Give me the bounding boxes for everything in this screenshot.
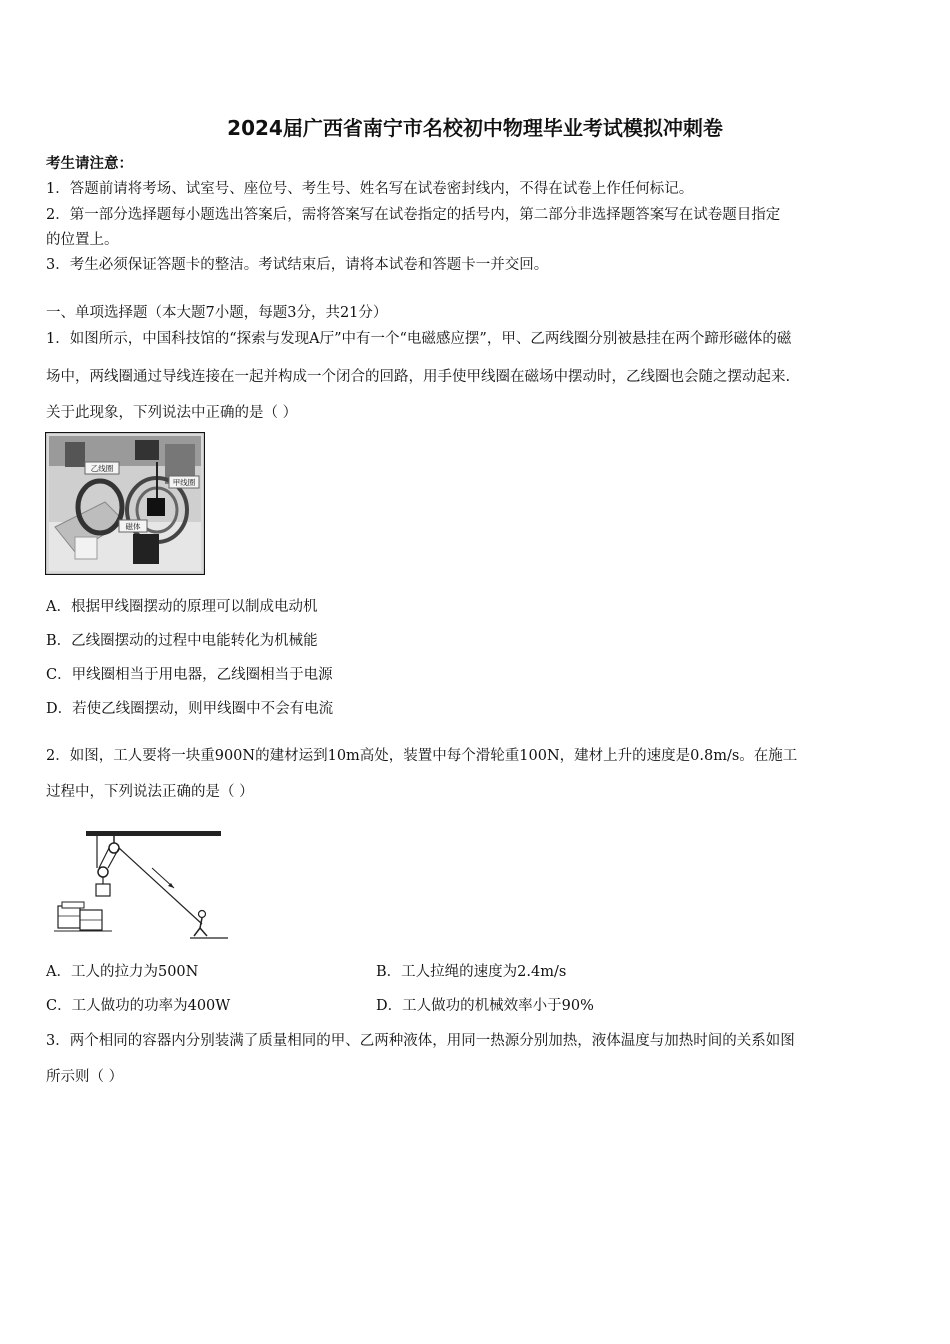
q2-option-d: D．工人做功的机械效率小于90% xyxy=(376,998,594,1014)
q1-figure-photo xyxy=(45,432,205,579)
section-heading: 一、单项选择题（本大题7小题，每题3分，共21分） xyxy=(46,305,388,321)
notice-item: 的位置上。 xyxy=(46,232,119,248)
q1-text-line: 1．如图所示，中国科技馆的“探索与发现A厅”中有一个“电磁感应摆”，甲、乙两线圈分别被悬挂在两个蹄形磁体的磁 xyxy=(46,331,792,347)
q3-text-line: 所示则（ ） xyxy=(46,1069,124,1085)
q2-option-c: C．工人做功的功率为400W xyxy=(46,998,231,1014)
q2-figure-pulley xyxy=(52,828,232,947)
q1-option-c: C．甲线圈相当于用电器，乙线圈相当于电源 xyxy=(46,667,333,683)
label-yi-coil: 乙线圈 xyxy=(90,464,114,473)
notice-item: 3．考生必须保证答题卡的整洁。考试结束后，请将本试卷和答题卡一并交回。 xyxy=(46,257,549,273)
notice-heading: 考生请注意： xyxy=(46,155,133,172)
q3-text-line: 3．两个相同的容器内分别装满了质量相同的甲、乙两种液体，用同一热源分别加热，液体温度与加热时间的关系如图 xyxy=(46,1033,795,1049)
q2-text-line: 过程中，下列说法正确的是（ ） xyxy=(46,784,254,800)
q1-option-d: D．若使乙线圈摆动，则甲线圈中不会有电流 xyxy=(46,701,334,717)
q2-text-line: 2．如图，工人要将一块重900N的建材运到10m高处，装置中每个滑轮重100N，建材上升的速度是0.8m/s。在施工 xyxy=(46,748,798,764)
notice-item: 2．第一部分选择题每小题选出答案后，需将答案写在试卷指定的括号内，第二部分非选择题答案写在试卷题目指定 xyxy=(46,207,781,223)
q1-option-a: A．根据甲线圈摆动的原理可以制成电动机 xyxy=(46,599,318,615)
page-title: 2024届广西省南宁市名校初中物理毕业考试模拟冲刺卷 xyxy=(227,116,723,140)
q2-option-b: B．工人拉绳的速度为2.4m/s xyxy=(376,964,567,980)
q1-text-line: 关于此现象，下列说法中正确的是（ ） xyxy=(46,405,298,421)
q1-option-b: B．乙线圈摆动的过程中电能转化为机械能 xyxy=(46,633,318,649)
notice-item: 1．答题前请将考场、试室号、座位号、考生号、姓名写在试卷密封线内，不得在试卷上作任何标记。 xyxy=(46,181,694,197)
q2-option-a: A．工人的拉力为500N xyxy=(46,964,199,980)
q1-text-line: 场中，两线圈通过导线连接在一起并构成一个闭合的回路，用手使甲线圈在磁场中摆动时，乙线圈也会随之摆动起来. xyxy=(46,369,791,385)
label-jia-coil: 甲线圈 xyxy=(172,478,196,487)
label-magnet: 磁体 xyxy=(125,522,141,531)
